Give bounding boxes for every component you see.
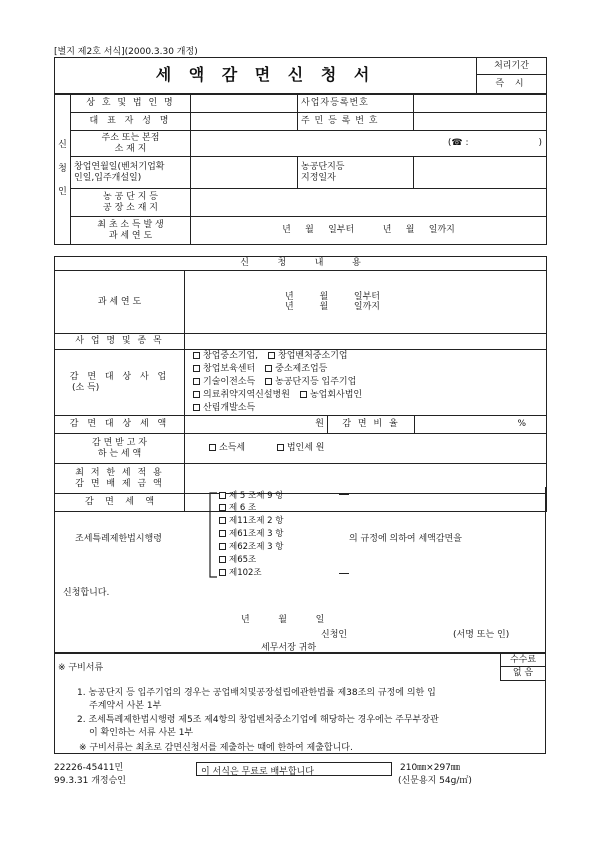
free-notice: 이 서식은 무료로 배부합니다: [196, 762, 392, 776]
title-block: [54, 57, 547, 94]
paper-type: (신문용지 54g/㎡): [398, 776, 472, 786]
complex-date-label: 농공단지등 지정일자: [298, 157, 414, 189]
rate-field[interactable]: %: [415, 416, 547, 434]
tax-year-label: 과 세 연 도: [55, 271, 185, 334]
attachment-note: ※ 구비서류는 최초로 감면신청서를 제출하는 때에 한하여 제출합니다.: [79, 743, 353, 753]
complex-location-field[interactable]: [191, 189, 547, 217]
address-field[interactable]: (☎ : ): [191, 131, 547, 157]
option-forest[interactable]: 산림개발소득: [193, 403, 255, 413]
option-income-tax[interactable]: 소득세: [209, 443, 245, 453]
dash-mark: [339, 494, 349, 495]
application-section: [54, 256, 547, 512]
law-reference: 조세특례제한법시행령: [75, 534, 162, 544]
attachments-block: ※ 구비서류 수수료 없 음 1. 농공단지 등 입주기업의 경우는 공업배치및공장설립에관한법률 제38조의 규정에 의한 입 주계약서 사본 1부 2. 조세특례제한법시행령 제5조 제4항의 창업벤처중소기업에 해당하는 경우에는 주무부장관 이 확인하는 서류 사본 1부 ※ 구비서류는 최초로 감면신청서를 제출하는 때에 한하여 제출합니다.: [54, 653, 546, 754]
approval-date: 99.3.31 개정승인: [54, 776, 126, 786]
phone-hint: (☎ :: [447, 138, 469, 149]
reduction-label: 감 면 세 액: [55, 494, 185, 512]
rate-label: 감 면 비 율: [328, 416, 415, 434]
checkbox-icon: [193, 378, 200, 385]
complex-date-field[interactable]: [414, 157, 547, 189]
declaration-suffix: 의 규정에 의하여 세액감면을: [349, 534, 462, 544]
report-tax-label: 감 면 받 고 자 하 는 세 액: [55, 434, 185, 464]
dash-mark: [339, 573, 349, 574]
date-line[interactable]: 년 월 일: [241, 615, 325, 625]
target-amount-label: 감 면 대 상 세 액: [55, 416, 185, 434]
report-tax-options: [185, 434, 547, 464]
option-corp-tax[interactable]: 법인세 원: [277, 443, 325, 453]
article-4: 제61조제 3 항: [229, 529, 284, 539]
article-1: 제 5 조제 9 항: [229, 491, 284, 501]
option-startup-venture[interactable]: 창업벤처중소기업: [268, 351, 348, 361]
signature-label[interactable]: (서명 또는 인): [453, 630, 510, 640]
tax-year-field[interactable]: 년 월 일부터 년 월 일까지: [185, 271, 547, 334]
checkbox-icon: [193, 352, 200, 359]
business-no-label: 사업자등록번호: [298, 95, 414, 113]
fee-box: [500, 653, 546, 681]
min-tax-label: 최 저 한 세 적 용 감 면 배 제 금 액: [55, 464, 185, 494]
target-amount-field[interactable]: 원: [185, 416, 328, 434]
applicant-side-label: 신 청 인: [55, 95, 71, 245]
applicant-section: [54, 94, 547, 245]
business-type-field[interactable]: [185, 334, 547, 350]
business-no-field[interactable]: [414, 95, 547, 113]
checkbox-icon: [193, 365, 200, 372]
article-7: 제102조: [229, 568, 262, 578]
form-title: 세 액 감 면 신 청 서: [55, 58, 477, 94]
processing-value: 즉 시: [477, 75, 547, 94]
article-3: 제11조제 2 항: [229, 516, 284, 526]
declaration-block: [54, 487, 546, 653]
apply-text: 신청합니다.: [63, 588, 110, 598]
checkbox-icon: [193, 391, 200, 398]
first-income-period[interactable]: 년 월 일부터 년 월 일까지: [191, 217, 547, 245]
processing-label: 처리기간: [477, 58, 547, 75]
checkbox-icon: [277, 444, 284, 451]
founding-date-label: 창업연월일(벤처기업확 인일,입주개설일): [71, 157, 191, 189]
article-6: 제65조: [229, 555, 257, 565]
option-tech-transfer[interactable]: 기술이전소득: [193, 377, 255, 387]
representative-field[interactable]: [191, 113, 298, 131]
business-type-label: 사 업 명 및 종 목: [55, 334, 185, 350]
applicant-label: 신청인: [321, 630, 348, 640]
company-name-field[interactable]: [191, 95, 298, 113]
address-label: 주소 또는 본점 소 재 지: [71, 131, 191, 157]
checkbox-icon: [209, 444, 216, 451]
target-business-options: [185, 350, 547, 416]
option-incubator[interactable]: 창업보육센터: [193, 364, 255, 374]
resident-no-label: 주 민 등 록 번 호: [298, 113, 414, 131]
checkbox-icon: [300, 391, 307, 398]
option-rural-hospital[interactable]: 의료취약지역신설병원: [193, 390, 290, 400]
section-title: 신 청 내 용: [55, 257, 547, 271]
attachment-item-1: 1. 농공단지 등 입주기업의 경우는 공업배치및공장설립에관한법률 제38조의 규정에 의한 입: [77, 688, 436, 698]
company-name-label: 상 호 및 법 인 명: [71, 95, 191, 113]
fee-label: 수수료: [501, 654, 546, 667]
checkbox-icon: [193, 404, 200, 411]
resident-no-field[interactable]: [414, 113, 547, 131]
form-reference: [별지 제2호 서식](2000.3.30 개정): [54, 47, 198, 57]
paper-size: 210㎜×297㎜: [400, 763, 460, 773]
checkbox-icon: [268, 352, 275, 359]
fee-value: 없 음: [501, 667, 546, 681]
complex-location-label: 농 공 단 지 등 공 장 소 재 지: [71, 189, 191, 217]
founding-date-field[interactable]: [191, 157, 298, 189]
checkbox-icon: [265, 365, 272, 372]
article-5: 제62조제 3 항: [229, 542, 284, 552]
article-2: 제 6 조: [229, 503, 257, 513]
option-farm-corp[interactable]: 농업회사법인: [300, 390, 362, 400]
option-agro-complex[interactable]: 농공단지등 입주기업: [265, 377, 356, 387]
form-code: 22226-45411민: [54, 763, 124, 773]
representative-label: 대 표 자 성 명: [71, 113, 191, 131]
option-sme-manufacturing[interactable]: 중소제조업등: [265, 364, 327, 374]
left-bracket-icon: [207, 491, 219, 579]
recipient: 세무서장 귀하: [261, 643, 317, 653]
attachment-item-2: 2. 조세특례제한법시행령 제5조 제4항의 창업벤처중소기업에 해당하는 경우에는 주무부장관: [77, 715, 439, 725]
attachments-title: ※ 구비서류: [58, 663, 104, 673]
first-income-label: 최 초 소 득 발 생 과 세 연 도: [71, 217, 191, 245]
option-startup-sme[interactable]: 창업중소기업,: [193, 351, 258, 361]
checkbox-icon: [265, 378, 272, 385]
target-business-label: 감 면 대 상 사 업 (소 득): [55, 350, 185, 416]
